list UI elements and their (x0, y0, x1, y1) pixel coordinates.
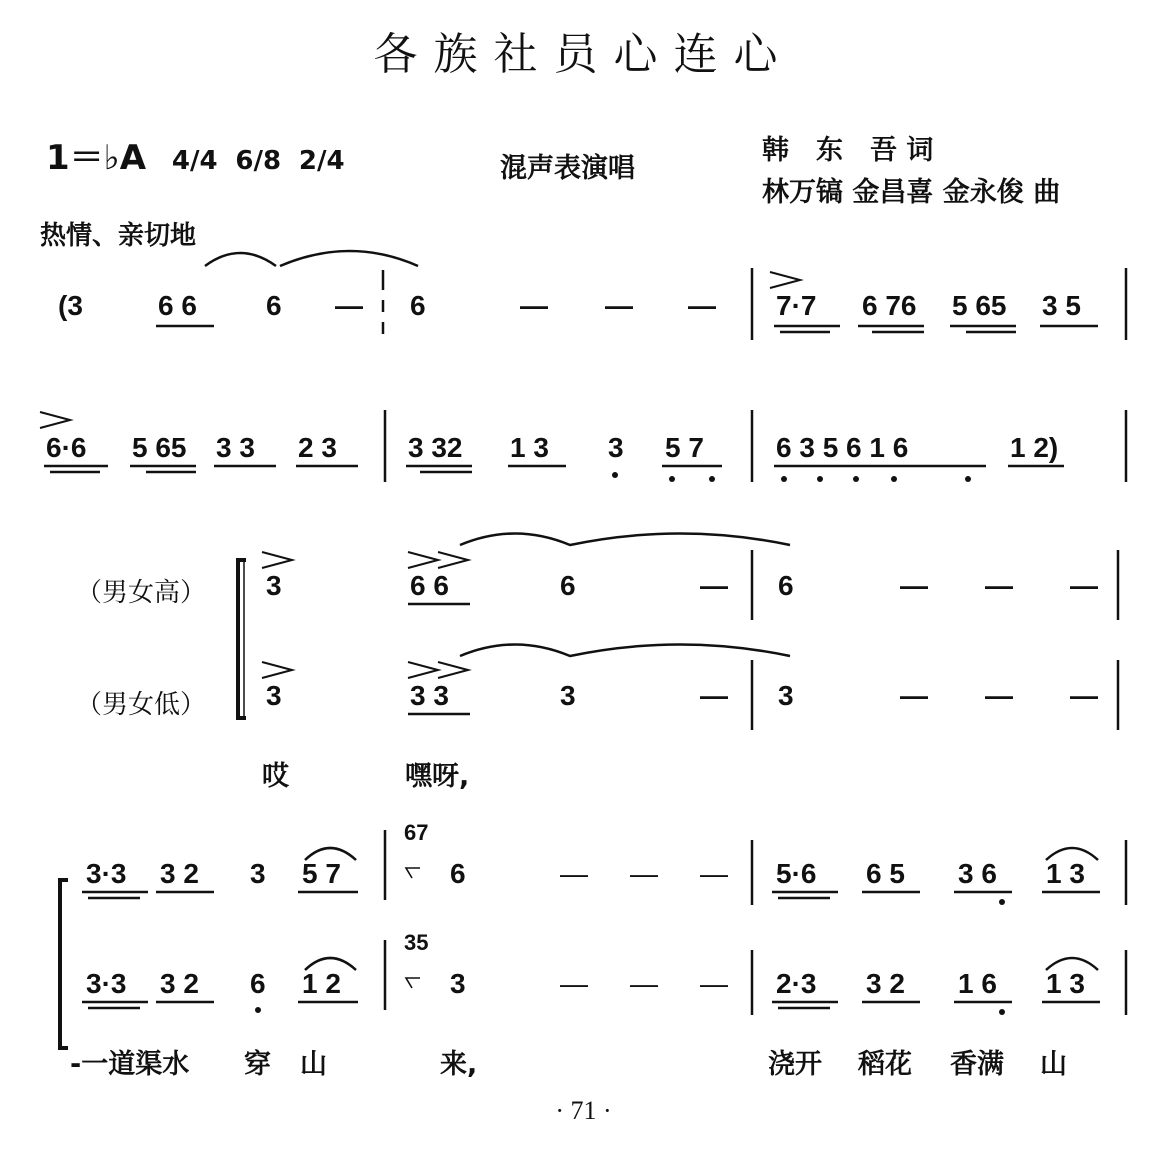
accent (438, 552, 468, 568)
time-signature-2: 6/8 (235, 146, 282, 176)
dash: — (1070, 680, 1098, 711)
dash: — (900, 570, 928, 601)
note: 3 3 (216, 432, 255, 463)
dash: — (335, 290, 363, 321)
accent (262, 552, 292, 568)
octave-dot (999, 1009, 1005, 1015)
note: 1 2 (302, 968, 341, 999)
note: 6 (410, 290, 426, 321)
lyric: 来, (440, 1049, 478, 1080)
lyric: 山 (1040, 1049, 1067, 1080)
note: (3 (58, 290, 83, 321)
octave-dot (999, 899, 1005, 905)
note: 5 7 (665, 432, 704, 463)
dash: — (985, 680, 1013, 711)
accent (408, 552, 438, 568)
octave-dot (817, 476, 823, 482)
dash: — (985, 570, 1013, 601)
note: 3 32 (408, 432, 463, 463)
grace-mark (406, 868, 420, 878)
staff-bracket (60, 880, 68, 1048)
part-label-lower: （男女低） (76, 690, 207, 720)
note: 6·6 (46, 432, 87, 463)
accent (408, 662, 438, 678)
dash: — (560, 968, 588, 999)
note: 1 3 (510, 432, 549, 463)
time-signature-3: 2/4 (298, 146, 345, 176)
note: 6 (778, 570, 794, 601)
dash: — (700, 570, 728, 601)
octave-dot (781, 476, 787, 482)
tempo-marking: 热情、亲切地 (40, 221, 197, 251)
dash: — (1070, 570, 1098, 601)
performance-style: 混声表演唱 (500, 153, 635, 184)
key-signature-text: 1＝♭A (46, 138, 147, 178)
octave-dot (669, 476, 675, 482)
note: 3 (608, 432, 624, 463)
note: 5 65 (132, 432, 187, 463)
octave-dot (709, 476, 715, 482)
accent (770, 272, 800, 288)
song-title: 各族社员心连心 (373, 29, 794, 80)
dash: — (688, 290, 716, 321)
accent (40, 412, 70, 428)
note: 7·7 (776, 290, 817, 321)
dash: — (900, 680, 928, 711)
slur (305, 848, 356, 860)
slur (460, 534, 790, 546)
note: 3·3 (86, 968, 127, 999)
slur (460, 645, 790, 657)
note: 3 (560, 680, 576, 711)
note: 3 (266, 680, 282, 711)
slur (305, 958, 356, 970)
octave-dot (965, 476, 971, 482)
note: 6 3 5 6 1 6 (776, 432, 909, 463)
note: 3 5 (1042, 290, 1081, 321)
lyric: 穿 (244, 1049, 271, 1080)
part-label-upper: （男女高） (76, 578, 207, 608)
note: 5 65 (952, 290, 1007, 321)
grace-mark (406, 978, 420, 988)
page-number: · 71 · (555, 1096, 612, 1125)
note: 6 (560, 570, 576, 601)
dash: — (630, 858, 658, 889)
note: 6 76 (862, 290, 917, 321)
dash: — (700, 680, 728, 711)
note: 1 6 (958, 968, 997, 999)
note: 3 (266, 570, 282, 601)
staff-bracket (238, 560, 246, 718)
slur (280, 251, 418, 266)
accent (438, 662, 468, 678)
lyric: 山 (300, 1049, 327, 1080)
note: 3 6 (958, 858, 997, 889)
note: 2 3 (298, 432, 337, 463)
composer-credit: 林万镐 金昌喜 金永俊 曲 (762, 177, 1061, 208)
note: 3 2 (866, 968, 905, 999)
time-signature-1: 4/4 (171, 146, 218, 176)
note: 3 2 (160, 858, 199, 889)
grace-notes: 67 (404, 820, 429, 845)
octave-dot (612, 472, 618, 478)
note: 3 (778, 680, 794, 711)
note: 3·3 (86, 858, 127, 889)
note: 1 3 (1046, 858, 1085, 889)
note: 5·6 (776, 858, 817, 889)
lyric: 浇开 (768, 1049, 822, 1080)
note: 6 (266, 290, 282, 321)
octave-dot (891, 476, 897, 482)
note: 6 6 (158, 290, 197, 321)
lyric-text: 一道渠水 (81, 1049, 190, 1080)
octave-dot (853, 476, 859, 482)
lyricist-credit: 韩 东 吾 词 (762, 135, 934, 166)
slur (1046, 958, 1098, 970)
lyric: 稻花 (858, 1049, 912, 1080)
lyric: 香满 (950, 1049, 1004, 1080)
octave-dot (255, 1007, 261, 1013)
note: 2·3 (776, 968, 817, 999)
note: 3 2 (160, 968, 199, 999)
note: 3 (250, 858, 266, 889)
note: 3 (450, 968, 466, 999)
note: 6 (450, 858, 466, 889)
dash: — (700, 968, 728, 999)
dash: — (605, 290, 633, 321)
note: 6 5 (866, 858, 905, 889)
dash: — (560, 858, 588, 889)
note: 6 6 (410, 570, 449, 601)
note: 1 3 (1046, 968, 1085, 999)
dash: — (700, 858, 728, 889)
slur (1046, 848, 1098, 860)
note: 5 7 (302, 858, 341, 889)
lyric: 嘿呀, (405, 761, 470, 792)
slur (205, 253, 276, 266)
note: 6 (250, 968, 266, 999)
note: 3 3 (410, 680, 449, 711)
grace-notes: 35 (404, 930, 429, 955)
dash: — (630, 968, 658, 999)
accent (262, 662, 292, 678)
lyric: 哎 (262, 761, 289, 792)
lyric: -一道渠水 (70, 1049, 190, 1080)
note: 1 2) (1010, 432, 1059, 463)
dash: — (520, 290, 548, 321)
